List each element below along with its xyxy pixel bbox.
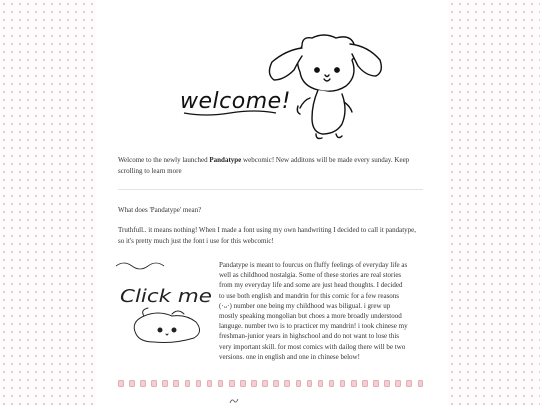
section-divider	[118, 189, 423, 190]
deco-tile	[129, 380, 135, 387]
click-me-image[interactable]	[114, 258, 214, 348]
brand-name: Pandatype	[209, 156, 242, 164]
welcome-text: welcome!	[180, 89, 291, 114]
deco-tile	[318, 380, 324, 387]
click-me-text: Click me	[120, 286, 212, 307]
deco-tile	[251, 380, 257, 387]
deco-tile	[373, 380, 379, 387]
deco-tile	[173, 380, 179, 387]
deco-tile	[162, 380, 168, 387]
sleeping-puppy-drawing	[134, 308, 199, 343]
deco-tile	[196, 380, 202, 387]
content-page	[96, 0, 448, 405]
deco-tile	[307, 380, 313, 387]
deco-tile	[395, 380, 401, 387]
intro-suffix: webcomic! New additons will be made every sunday. Keep scrolling to learn more	[118, 156, 410, 175]
faq-answer: Truthfull.. it means nothing! When I made a font using my own handwriting I decided to call it pandatype, so it's pretty much just the font i use for this webcomic!	[118, 226, 417, 245]
deco-tile	[207, 380, 213, 387]
comic-description: Pandatype is meant to fourcus on fluffy feelings of everyday life as well as childhood nostalgia. Some of these stories are real stories from my everyday life and some are just head thoughts. I decided to use both english and mandrin for this comic for a few reasons (·ᴗ·) number one being my childhood was biligual. i grew up mostly speaking mongolian but choes a more broadly understood languge. number two is to practicer my mandrin! i took chinese my freshman-junior years in highschool and do not want to lose this very important skill. for most comics with dailog there will be two versions. one in english and one in chinese below!	[219, 261, 408, 361]
scribble-mark	[229, 397, 239, 405]
deco-tile	[118, 380, 124, 387]
deco-tile	[351, 380, 357, 387]
deco-tile	[329, 380, 335, 387]
welcome-banner	[96, 0, 448, 150]
deco-tile	[240, 380, 246, 387]
faq-question: What does 'Pandatype' mean?	[118, 206, 202, 214]
intro-paragraph	[118, 155, 423, 177]
deco-tile	[284, 380, 290, 387]
deco-tile	[151, 380, 157, 387]
deco-tile	[140, 380, 146, 387]
deco-tile	[384, 380, 390, 387]
deco-tile	[262, 380, 268, 387]
deco-tile	[418, 380, 424, 387]
click-me-scribble	[116, 263, 164, 269]
decorative-border	[118, 380, 423, 388]
deco-tile	[185, 380, 191, 387]
deco-tile	[362, 380, 368, 387]
deco-tile	[229, 380, 235, 387]
deco-tile	[273, 380, 279, 387]
deco-tile	[218, 380, 224, 387]
deco-tile	[296, 380, 302, 387]
puppy-drawing	[269, 35, 381, 139]
deco-tile	[340, 380, 346, 387]
deco-tile	[406, 380, 412, 387]
intro-prefix: Welcome to the newly launched	[118, 156, 210, 164]
